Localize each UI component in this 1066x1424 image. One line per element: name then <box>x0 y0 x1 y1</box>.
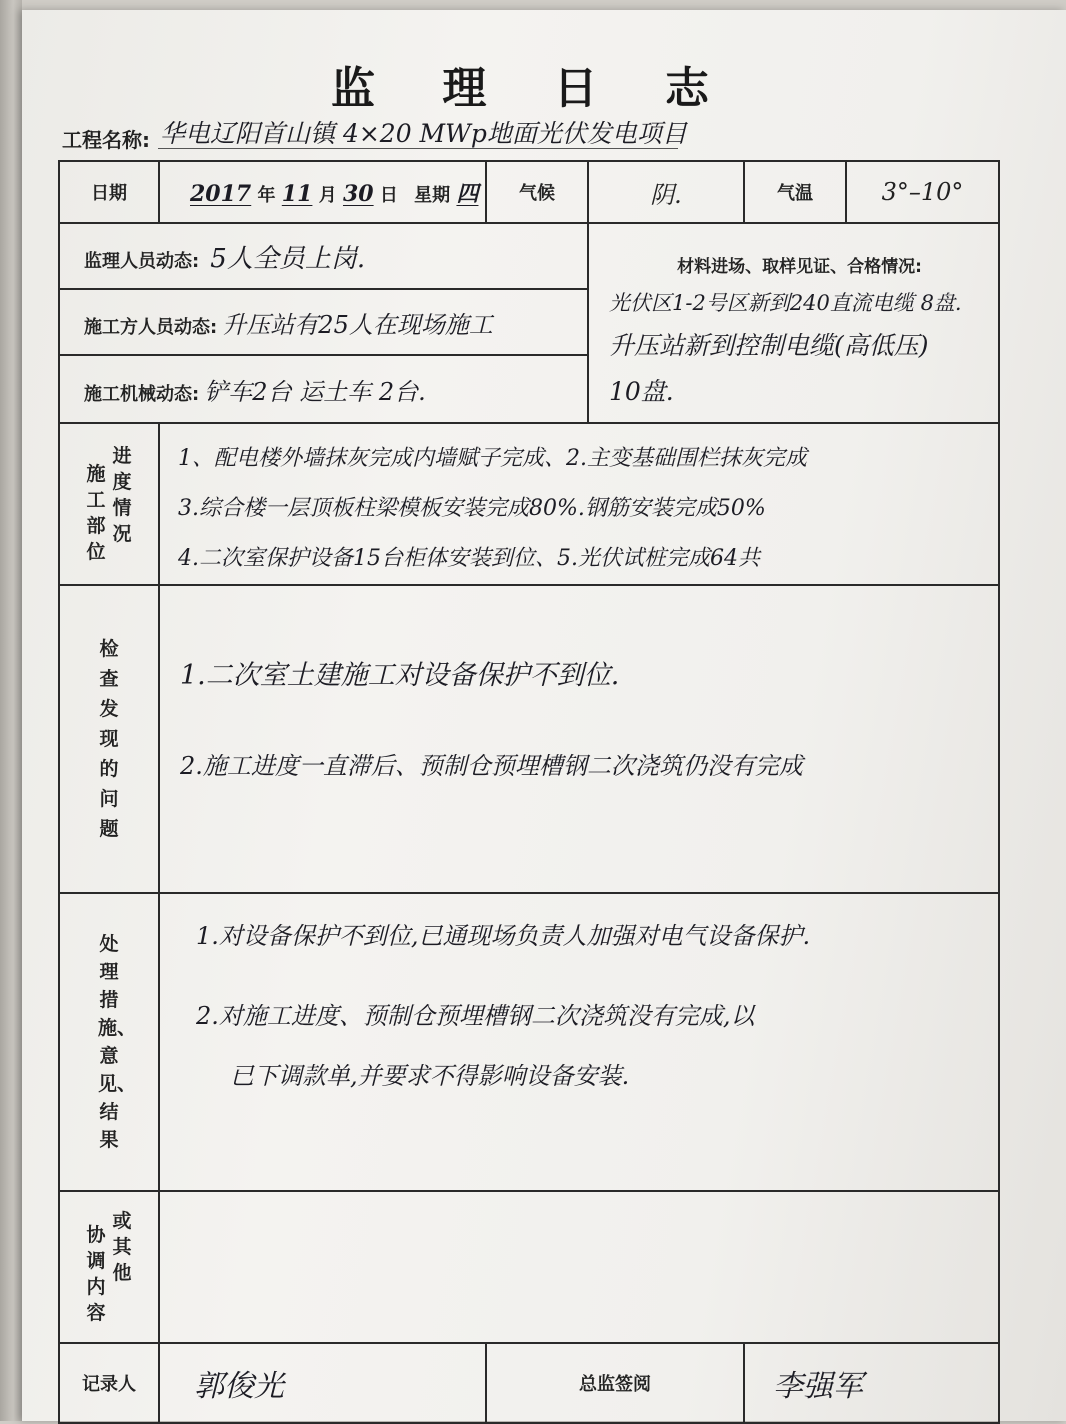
machinery-cell <box>59 355 588 423</box>
date-label: 日期 <box>59 161 159 223</box>
progress-label-left: 施工部位 <box>86 463 106 563</box>
materials-line-3: 10盘. <box>609 377 674 406</box>
recorder-label: 记录人 <box>59 1343 159 1423</box>
coordination-label-cell <box>59 1191 159 1343</box>
chief-signature: 李强军 <box>773 1369 863 1404</box>
progress-line-1: 1、配电楼外墙抹灰完成内墙赋子完成、2.主变基础围栏抹灰完成 <box>178 446 807 471</box>
chief-cell <box>744 1343 999 1423</box>
supervisor-label: 监理人员动态: <box>84 250 200 272</box>
date-day: 30 <box>342 180 374 207</box>
machinery-label: 施工机械动态: <box>84 383 200 405</box>
contractor-cell <box>59 289 588 355</box>
weather-label: 气候 <box>486 161 588 223</box>
issues-label: 检查发现的问题 <box>99 638 119 840</box>
project-name-value: 华电辽阳首山镇 4×20 MWp地面光伏发电项目 <box>160 119 687 148</box>
materials-line-2: 升压站新到控制电缆(高低压) <box>609 331 929 360</box>
supervisor-row <box>59 223 999 289</box>
recorder-cell <box>159 1343 486 1423</box>
materials-line-1: 光伏区1-2号区新到240直流电缆 8盘. <box>609 291 962 315</box>
issues-line-2: 2.施工进度一直滞后、预制仓预埋槽钢二次浇筑仍没有完成 <box>180 752 803 780</box>
materials-label: 材料进场、取样见证、合格情况: <box>677 257 922 277</box>
issues-label-cell <box>59 585 159 893</box>
date-row <box>59 161 999 223</box>
progress-content <box>159 423 999 585</box>
date-month: 11 <box>281 180 313 207</box>
chief-label: 总监签阅 <box>486 1343 744 1423</box>
date-cell <box>159 161 486 223</box>
coordination-content <box>159 1191 999 1343</box>
progress-row <box>59 423 999 585</box>
temperature-label: 气温 <box>744 161 846 223</box>
year-unit: 年 <box>257 184 276 206</box>
supervisor-value: 5人全员上岗. <box>210 243 366 274</box>
coordination-row <box>59 1191 999 1343</box>
notebook-binding <box>0 0 22 1421</box>
materials-cell <box>588 223 999 423</box>
measures-line-1: 1.对设备保护不到位,已通现场负责人加强对电气设备保护. <box>196 922 811 950</box>
contractor-value: 升压站有25人在现场施工 <box>222 310 493 339</box>
issues-content <box>159 585 999 893</box>
progress-label-cell <box>59 423 159 585</box>
project-name-underline <box>158 148 678 149</box>
issues-line-1: 1.二次室土建施工对设备保护不到位. <box>180 660 620 691</box>
machinery-value: 铲车2台 运土车 2台. <box>204 377 426 406</box>
progress-line-2: 3.综合楼一层顶板柱梁模板安装完成80%.钢筋安装完成50% <box>178 496 766 521</box>
progress-line-3: 4.二次室保护设备15台柜体安装到位、5.光伏试桩完成64共 <box>178 546 760 571</box>
month-unit: 月 <box>318 184 337 206</box>
measures-line-3: 已下调款单,并要求不得影响设备安装. <box>230 1062 630 1090</box>
temperature-value: 3°–10° <box>846 161 999 223</box>
contractor-label: 施工方人员动态: <box>84 316 218 338</box>
measures-content <box>159 893 999 1191</box>
supervision-log-form <box>58 160 1000 1424</box>
recorder-signature: 郭俊光 <box>194 1369 284 1404</box>
measures-line-2: 2.对施工进度、预制仓预埋槽钢二次浇筑没有完成,以 <box>196 1002 755 1030</box>
weather-value: 阴. <box>588 161 744 223</box>
date-year: 2017 <box>190 180 252 207</box>
signature-row <box>59 1343 999 1423</box>
measures-row <box>59 893 999 1191</box>
page-title: 监 理 日 志 <box>331 63 735 114</box>
issues-row <box>59 585 999 893</box>
progress-label-right: 进度情况 <box>112 445 132 545</box>
supervisor-cell <box>59 223 588 289</box>
coordination-label-right: 或其他 <box>112 1210 132 1284</box>
week-label: 星期 <box>414 184 451 206</box>
measures-label-cell <box>59 893 159 1191</box>
coordination-label-left: 协调内容 <box>86 1224 106 1324</box>
project-name-label: 工程名称: <box>62 128 150 152</box>
week-value: 四 <box>456 180 479 207</box>
measures-label: 处理措施、意见、结果 <box>98 933 137 1151</box>
day-unit: 日 <box>379 184 398 206</box>
